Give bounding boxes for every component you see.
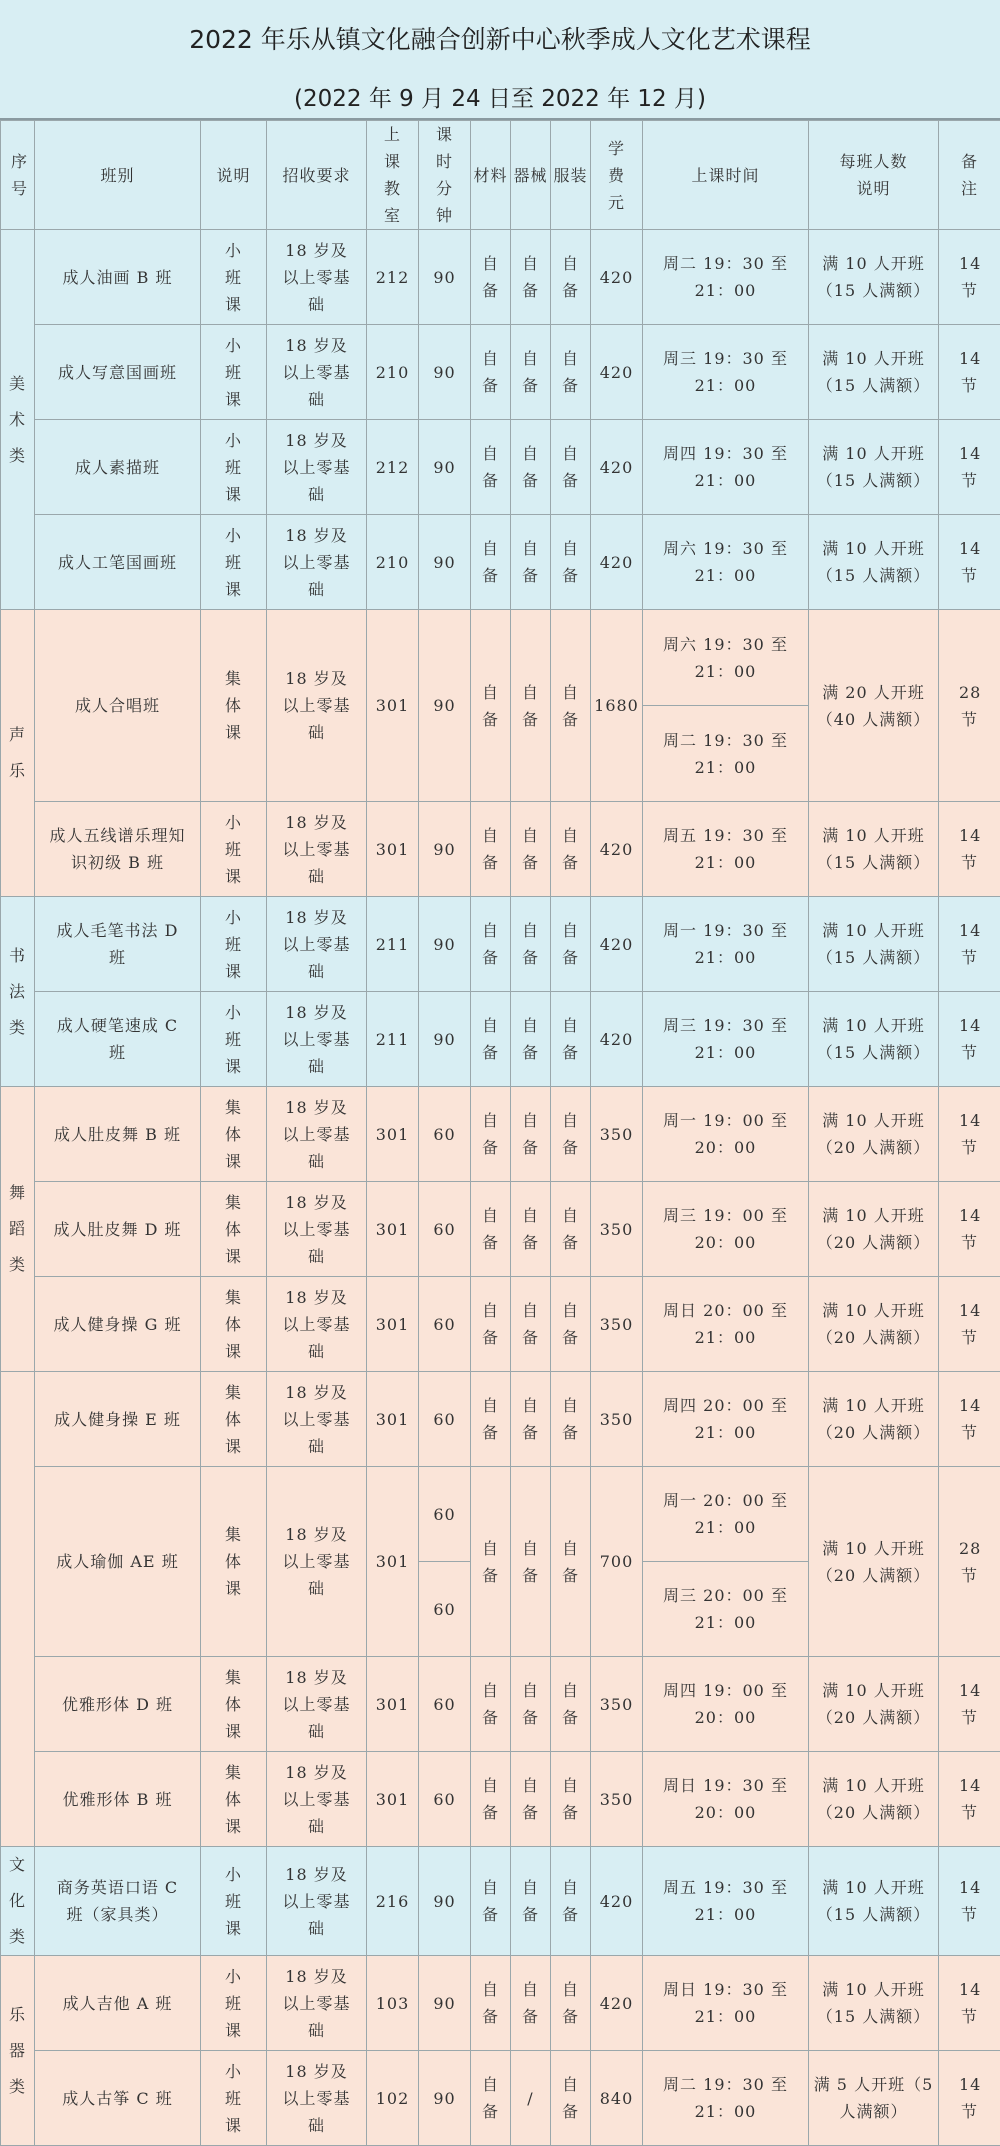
class-req: 18 岁及以上零基础: [267, 610, 367, 802]
class-name: 成人写意国画班: [35, 325, 201, 420]
class-name: 成人硬笔速成 C 班: [35, 992, 201, 1087]
class-time: 周日 20：00 至 21：00: [643, 1277, 809, 1372]
class-equipment: 自备: [511, 1657, 551, 1752]
class-req: 18 岁及以上零基础: [267, 1657, 367, 1752]
class-note: 28节: [939, 610, 1000, 802]
category-calligraphy: 书法类: [1, 897, 35, 1087]
class-room: 211: [367, 897, 419, 992]
class-minutes: 60: [419, 1562, 471, 1657]
class-size: 满 20 人开班（40 人满额）: [809, 610, 939, 802]
class-req: 18 岁及以上零基础: [267, 1182, 367, 1277]
category-culture: 文化类: [1, 1847, 35, 1956]
class-material: 自备: [471, 1752, 511, 1847]
class-fee: 420: [591, 230, 643, 325]
class-req: 18 岁及以上零基础: [267, 1372, 367, 1467]
class-size: 满 10 人开班（15 人满额）: [809, 1956, 939, 2051]
class-costume: 自备: [551, 1752, 591, 1847]
class-fee: 420: [591, 992, 643, 1087]
class-time: 周四 20：00 至 21：00: [643, 1372, 809, 1467]
class-time: 周五 19：30 至 21：00: [643, 802, 809, 897]
class-time: 周五 19：30 至 21：00: [643, 1847, 809, 1956]
class-material: 自备: [471, 1372, 511, 1467]
table-row: [1, 1847, 1000, 1956]
class-size: 满 10 人开班（15 人满额）: [809, 325, 939, 420]
class-desc: 集体课: [201, 1467, 267, 1657]
class-size: 满 10 人开班（15 人满额）: [809, 420, 939, 515]
class-room: 301: [367, 1467, 419, 1657]
class-material: 自备: [471, 1847, 511, 1956]
class-desc: 小班课: [201, 515, 267, 610]
class-material: 自备: [471, 1956, 511, 2051]
class-req: 18 岁及以上零基础: [267, 992, 367, 1087]
class-req: 18 岁及以上零基础: [267, 1752, 367, 1847]
class-room: 301: [367, 610, 419, 802]
class-minutes: 90: [419, 230, 471, 325]
class-fee: 350: [591, 1372, 643, 1467]
class-note: 14节: [939, 420, 1000, 515]
class-name: 商务英语口语 C 班（家具类）: [35, 1847, 201, 1956]
table-row: [1, 1372, 1000, 1467]
class-note: 14节: [939, 1752, 1000, 1847]
class-note: 28节: [939, 1467, 1000, 1657]
class-note: 14节: [939, 897, 1000, 992]
table-row: [1, 2051, 1000, 2146]
class-equipment: 自备: [511, 610, 551, 802]
class-costume: 自备: [551, 420, 591, 515]
class-equipment: 自备: [511, 1847, 551, 1956]
category-blank: [1, 1372, 35, 1847]
class-material: 自备: [471, 1182, 511, 1277]
class-size: 满 5 人开班（5 人满额）: [809, 2051, 939, 2146]
class-note: 14节: [939, 2051, 1000, 2146]
class-equipment: 自备: [511, 802, 551, 897]
class-name: 成人五线谱乐理知识初级 B 班: [35, 802, 201, 897]
class-time: 周一 19：00 至 20：00: [643, 1087, 809, 1182]
class-equipment: /: [511, 2051, 551, 2146]
class-desc: 集体课: [201, 1087, 267, 1182]
class-minutes: 60: [419, 1277, 471, 1372]
class-material: 自备: [471, 2051, 511, 2146]
class-desc: 小班课: [201, 420, 267, 515]
class-req: 18 岁及以上零基础: [267, 1467, 367, 1657]
category-instrument: 乐器类: [1, 1956, 35, 2146]
class-minutes: 90: [419, 992, 471, 1087]
header-minutes: 课时分钟: [419, 121, 471, 230]
class-minutes: 60: [419, 1752, 471, 1847]
class-material: 自备: [471, 325, 511, 420]
class-req: 18 岁及以上零基础: [267, 2051, 367, 2146]
class-minutes: 90: [419, 1956, 471, 2051]
class-size: 满 10 人开班（15 人满额）: [809, 992, 939, 1087]
class-desc: 小班课: [201, 802, 267, 897]
class-desc: 集体课: [201, 1657, 267, 1752]
class-room: 301: [367, 1372, 419, 1467]
class-req: 18 岁及以上零基础: [267, 515, 367, 610]
class-note: 14节: [939, 515, 1000, 610]
category-vocal: 声乐: [1, 610, 35, 897]
class-note: 14节: [939, 1847, 1000, 1956]
header-class-name: 班别: [35, 121, 201, 230]
class-time: 周三 19：00 至 20：00: [643, 1182, 809, 1277]
class-fee: 420: [591, 515, 643, 610]
class-name: 成人合唱班: [35, 610, 201, 802]
class-equipment: 自备: [511, 1087, 551, 1182]
class-name: 成人吉他 A 班: [35, 1956, 201, 2051]
class-room: 102: [367, 2051, 419, 2146]
class-costume: 自备: [551, 1657, 591, 1752]
class-fee: 700: [591, 1467, 643, 1657]
class-costume: 自备: [551, 1372, 591, 1467]
class-equipment: 自备: [511, 420, 551, 515]
header-req: 招收要求: [267, 121, 367, 230]
class-material: 自备: [471, 515, 511, 610]
class-time: 周一 19：30 至 21：00: [643, 897, 809, 992]
class-size: 满 10 人开班（15 人满额）: [809, 802, 939, 897]
class-costume: 自备: [551, 1847, 591, 1956]
category-art: 美术类: [1, 230, 35, 610]
class-minutes: 90: [419, 325, 471, 420]
table-row: [1, 897, 1000, 992]
class-minutes: 90: [419, 515, 471, 610]
class-name: 成人瑜伽 AE 班: [35, 1467, 201, 1657]
class-time: 周二 19：30 至 21：00: [643, 230, 809, 325]
class-material: 自备: [471, 992, 511, 1087]
class-room: 210: [367, 515, 419, 610]
class-size: 满 10 人开班（20 人满额）: [809, 1277, 939, 1372]
class-size: 满 10 人开班（20 人满额）: [809, 1087, 939, 1182]
table-row: [1, 802, 1000, 897]
class-costume: 自备: [551, 2051, 591, 2146]
class-note: 14节: [939, 1087, 1000, 1182]
class-costume: 自备: [551, 325, 591, 420]
header-equipment: 器械: [511, 121, 551, 230]
class-minutes: 90: [419, 2051, 471, 2146]
class-time: 周日 19：30 至 21：00: [643, 1956, 809, 2051]
header-note: 备注: [939, 121, 1000, 230]
header-time: 上课时间: [643, 121, 809, 230]
category-dance: 舞蹈类: [1, 1087, 35, 1372]
class-equipment: 自备: [511, 1467, 551, 1657]
class-room: 216: [367, 1847, 419, 1956]
table-row: [1, 420, 1000, 515]
class-fee: 1680: [591, 610, 643, 802]
class-desc: 小班课: [201, 1847, 267, 1956]
class-name: 成人油画 B 班: [35, 230, 201, 325]
class-minutes: 60: [419, 1372, 471, 1467]
class-note: 14节: [939, 325, 1000, 420]
class-size: 满 10 人开班（15 人满额）: [809, 1847, 939, 1956]
class-minutes: 60: [419, 1467, 471, 1562]
class-costume: 自备: [551, 610, 591, 802]
class-fee: 350: [591, 1182, 643, 1277]
class-material: 自备: [471, 1087, 511, 1182]
table-row: [1, 1956, 1000, 2051]
table-row: [1, 610, 1000, 706]
class-equipment: 自备: [511, 992, 551, 1087]
class-size: 满 10 人开班（20 人满额）: [809, 1752, 939, 1847]
class-req: 18 岁及以上零基础: [267, 1087, 367, 1182]
class-room: 301: [367, 1277, 419, 1372]
class-time: 周三 20：00 至 21：00: [643, 1562, 809, 1657]
date-range: (2022 年 9 月 24 日至 2022 年 12 月): [0, 80, 1000, 113]
class-room: 301: [367, 1657, 419, 1752]
class-room: 103: [367, 1956, 419, 2051]
class-note: 14节: [939, 1277, 1000, 1372]
class-size: 满 10 人开班（20 人满额）: [809, 1182, 939, 1277]
class-desc: 集体课: [201, 1182, 267, 1277]
class-fee: 420: [591, 325, 643, 420]
class-minutes: 60: [419, 1657, 471, 1752]
class-time: 周一 20：00 至 21：00: [643, 1467, 809, 1562]
class-room: 301: [367, 802, 419, 897]
class-desc: 小班课: [201, 325, 267, 420]
class-req: 18 岁及以上零基础: [267, 325, 367, 420]
class-costume: 自备: [551, 1956, 591, 2051]
class-fee: 350: [591, 1752, 643, 1847]
class-desc: 小班课: [201, 2051, 267, 2146]
class-req: 18 岁及以上零基础: [267, 802, 367, 897]
class-req: 18 岁及以上零基础: [267, 420, 367, 515]
class-note: 14节: [939, 230, 1000, 325]
class-minutes: 60: [419, 1087, 471, 1182]
table-row: [1, 1467, 1000, 1562]
class-note: 14节: [939, 1182, 1000, 1277]
class-equipment: 自备: [511, 1277, 551, 1372]
class-fee: 350: [591, 1087, 643, 1182]
class-req: 18 岁及以上零基础: [267, 1847, 367, 1956]
class-equipment: 自备: [511, 897, 551, 992]
class-fee: 420: [591, 897, 643, 992]
class-equipment: 自备: [511, 1372, 551, 1467]
class-equipment: 自备: [511, 515, 551, 610]
class-size: 满 10 人开班（15 人满额）: [809, 897, 939, 992]
class-desc: 小班课: [201, 1956, 267, 2051]
class-equipment: 自备: [511, 1752, 551, 1847]
class-equipment: 自备: [511, 230, 551, 325]
header-material: 材料: [471, 121, 511, 230]
class-time: 周三 19：30 至 21：00: [643, 325, 809, 420]
class-name: 成人毛笔书法 D 班: [35, 897, 201, 992]
class-material: 自备: [471, 1657, 511, 1752]
class-costume: 自备: [551, 515, 591, 610]
class-material: 自备: [471, 802, 511, 897]
class-size: 满 10 人开班（15 人满额）: [809, 230, 939, 325]
course-title-block: [0, 0, 1000, 120]
class-note: 14节: [939, 1372, 1000, 1467]
class-fee: 420: [591, 1956, 643, 2051]
class-note: 14节: [939, 1657, 1000, 1752]
class-name: 成人古筝 C 班: [35, 2051, 201, 2146]
class-room: 301: [367, 1182, 419, 1277]
class-material: 自备: [471, 610, 511, 802]
class-costume: 自备: [551, 1277, 591, 1372]
class-name: 成人健身操 G 班: [35, 1277, 201, 1372]
class-size: 满 10 人开班（20 人满额）: [809, 1372, 939, 1467]
class-time: 周三 19：30 至 21：00: [643, 992, 809, 1087]
class-time: 周四 19：00 至 20：00: [643, 1657, 809, 1752]
class-time: 周二 19：30 至 21：00: [643, 706, 809, 802]
header-room: 上课教室: [367, 121, 419, 230]
class-material: 自备: [471, 1467, 511, 1657]
class-req: 18 岁及以上零基础: [267, 1956, 367, 2051]
class-time: 周四 19：30 至 21：00: [643, 420, 809, 515]
class-material: 自备: [471, 1277, 511, 1372]
header-costume: 服装: [551, 121, 591, 230]
class-size: 满 10 人开班（20 人满额）: [809, 1657, 939, 1752]
class-desc: 集体课: [201, 610, 267, 802]
class-desc: 集体课: [201, 1277, 267, 1372]
page-title: 2022 年乐从镇文化融合创新中心秋季成人文化艺术课程: [0, 20, 1000, 56]
class-material: 自备: [471, 230, 511, 325]
course-table: [0, 120, 1000, 2146]
class-time: 周日 19：30 至 20：00: [643, 1752, 809, 1847]
class-equipment: 自备: [511, 325, 551, 420]
class-fee: 350: [591, 1277, 643, 1372]
table-row: [1, 230, 1000, 325]
table-row: [1, 992, 1000, 1087]
class-fee: 350: [591, 1657, 643, 1752]
table-row: [1, 325, 1000, 420]
class-name: 成人肚皮舞 B 班: [35, 1087, 201, 1182]
table-row: [1, 1182, 1000, 1277]
class-costume: 自备: [551, 897, 591, 992]
class-desc: 小班课: [201, 897, 267, 992]
header-desc: 说明: [201, 121, 267, 230]
class-size: 满 10 人开班（15 人满额）: [809, 515, 939, 610]
class-note: 14节: [939, 802, 1000, 897]
class-desc: 集体课: [201, 1752, 267, 1847]
class-costume: 自备: [551, 1087, 591, 1182]
class-name: 成人肚皮舞 D 班: [35, 1182, 201, 1277]
header-size: 每班人数说明: [809, 121, 939, 230]
table-row: [1, 1752, 1000, 1847]
class-desc: 集体课: [201, 1372, 267, 1467]
class-minutes: 90: [419, 610, 471, 802]
class-costume: 自备: [551, 1182, 591, 1277]
class-fee: 840: [591, 2051, 643, 2146]
class-desc: 小班课: [201, 230, 267, 325]
class-minutes: 90: [419, 802, 471, 897]
class-room: 212: [367, 420, 419, 515]
class-name: 成人工笔国画班: [35, 515, 201, 610]
class-costume: 自备: [551, 992, 591, 1087]
class-time: 周六 19：30 至 21：00: [643, 515, 809, 610]
class-req: 18 岁及以上零基础: [267, 897, 367, 992]
class-name: 成人健身操 E 班: [35, 1372, 201, 1467]
class-time: 周六 19：30 至 21：00: [643, 610, 809, 706]
class-room: 301: [367, 1087, 419, 1182]
class-time: 周二 19：30 至 21：00: [643, 2051, 809, 2146]
header-fee: 学费元: [591, 121, 643, 230]
class-costume: 自备: [551, 1467, 591, 1657]
class-note: 14节: [939, 1956, 1000, 2051]
class-material: 自备: [471, 420, 511, 515]
class-req: 18 岁及以上零基础: [267, 230, 367, 325]
table-row: [1, 515, 1000, 610]
class-note: 14节: [939, 992, 1000, 1087]
class-name: 优雅形体 D 班: [35, 1657, 201, 1752]
class-room: 301: [367, 1752, 419, 1847]
class-req: 18 岁及以上零基础: [267, 1277, 367, 1372]
class-minutes: 90: [419, 1847, 471, 1956]
header-seq: 序号: [1, 121, 35, 230]
class-equipment: 自备: [511, 1182, 551, 1277]
table-row: [1, 1277, 1000, 1372]
class-fee: 420: [591, 802, 643, 897]
class-name: 成人素描班: [35, 420, 201, 515]
class-equipment: 自备: [511, 1956, 551, 2051]
class-fee: 420: [591, 420, 643, 515]
class-minutes: 90: [419, 420, 471, 515]
class-name: 优雅形体 B 班: [35, 1752, 201, 1847]
class-costume: 自备: [551, 802, 591, 897]
table-row: [1, 1087, 1000, 1182]
class-room: 211: [367, 992, 419, 1087]
class-desc: 小班课: [201, 992, 267, 1087]
class-material: 自备: [471, 897, 511, 992]
class-room: 210: [367, 325, 419, 420]
class-costume: 自备: [551, 230, 591, 325]
class-size: 满 10 人开班（20 人满额）: [809, 1467, 939, 1657]
class-room: 212: [367, 230, 419, 325]
class-minutes: 60: [419, 1182, 471, 1277]
class-minutes: 90: [419, 897, 471, 992]
class-fee: 420: [591, 1847, 643, 1956]
table-header-row: [1, 121, 1000, 230]
table-row: [1, 1657, 1000, 1752]
